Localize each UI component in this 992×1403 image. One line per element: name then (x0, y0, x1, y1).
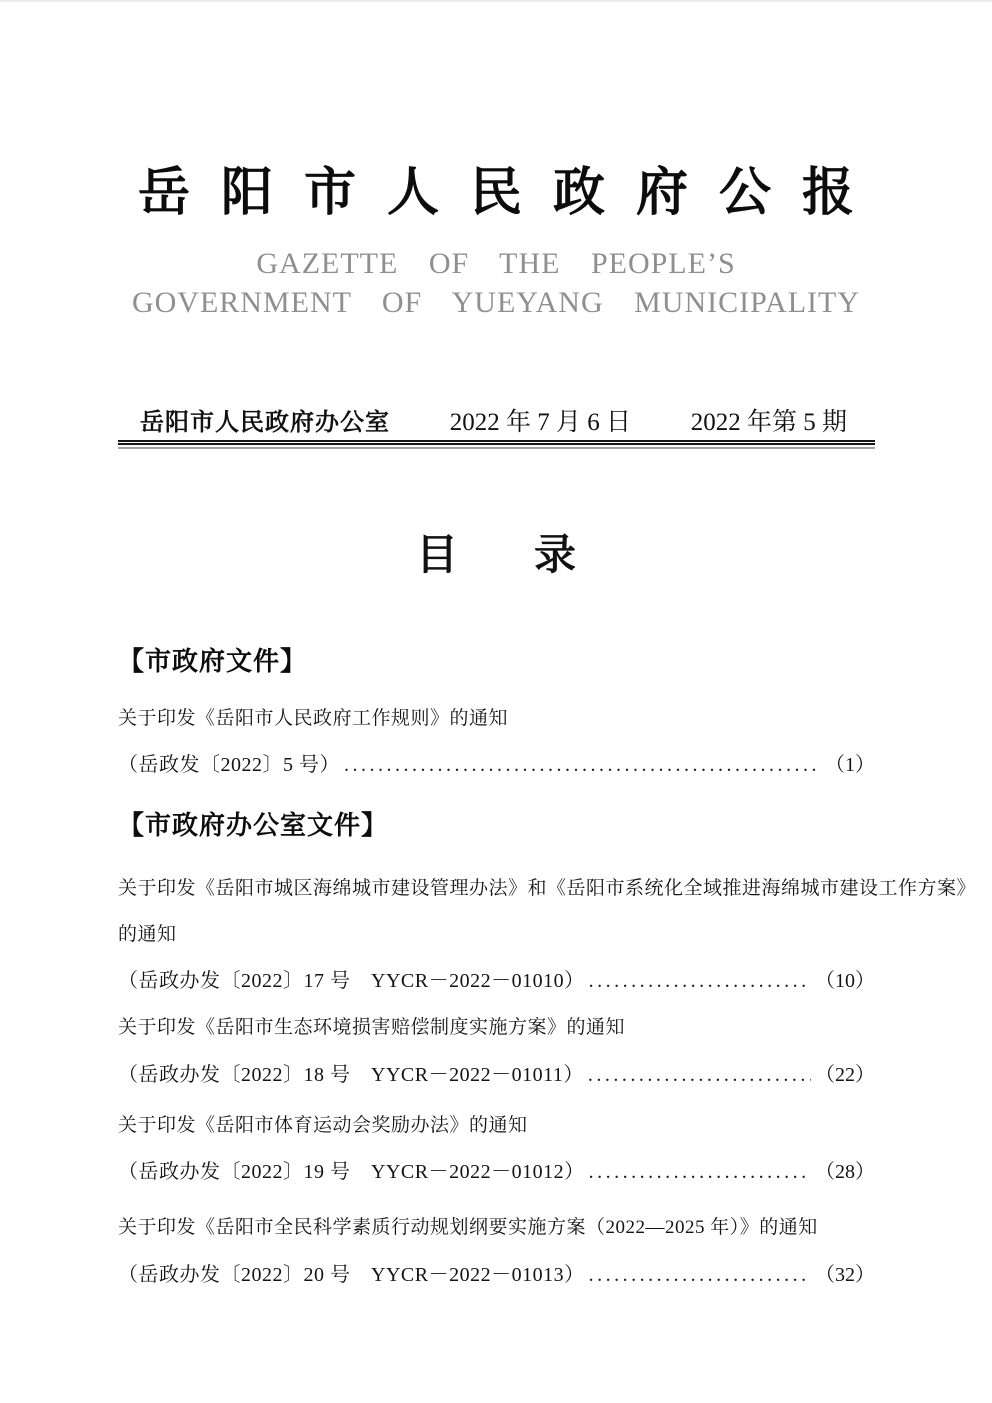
toc-entry-number-line (118, 1258, 875, 1287)
page-number: （28） (815, 1161, 875, 1183)
toc-entry-title-continued: 的通知 (118, 924, 177, 945)
masthead-divider-rule (118, 440, 875, 449)
rule-gray-shadow (118, 447, 875, 449)
leader-dots (589, 1264, 811, 1287)
page-top-divider (0, 0, 992, 2)
page-number: （22） (815, 1064, 875, 1086)
section-heading-gov-office-docs: 【市政府办公室文件】 (118, 810, 389, 840)
publishing-office: 岳阳市人民政府办公室 (140, 409, 390, 436)
toc-entry-title: 关于印发《岳阳市人民政府工作规则》的通知 (118, 708, 509, 729)
doc-number: （岳政办发〔2022〕19 号 YYCR－2022－01012） (118, 1161, 585, 1183)
toc-entry-number-line (118, 1058, 875, 1087)
leader-dots (344, 754, 821, 777)
page-number: （1） (825, 754, 875, 776)
section-heading-city-gov-docs: 【市政府文件】 (118, 646, 308, 676)
toc-entry-title: 关于印发《岳阳市生态环境损害赔偿制度实施方案》的通知 (118, 1017, 626, 1038)
issue-number: 2022 年第 5 期 (690, 409, 847, 436)
toc-entry-title: 关于印发《岳阳市全民科学素质行动规划纲要实施方案（2022—2025 年）》的通知 (118, 1217, 818, 1238)
rule-black-bottom (118, 443, 875, 445)
toc-entry-number-line (118, 964, 875, 993)
publication-date: 2022 年 7 月 6 日 (449, 409, 631, 436)
doc-number: （岳政办发〔2022〕20 号 YYCR－2022－01013） (118, 1264, 585, 1286)
doc-number: （岳政办发〔2022〕17 号 YYCR－2022－01010） (118, 970, 585, 992)
page-number: （32） (815, 1264, 875, 1286)
rule-black-top (118, 440, 875, 442)
gazette-subtitle-en-line1: GAZETTE OF THE PEOPLE’S (256, 247, 736, 280)
toc-entry-number-line (118, 1155, 875, 1184)
doc-number: （岳政发〔2022〕5 号） (118, 754, 340, 776)
gazette-title-cn: 岳阳市人民政府公报 (137, 165, 885, 222)
toc-entry-title: 关于印发《岳阳市城区海绵城市建设管理办法》和《岳阳市系统化全域推进海绵城市建设工作方案》 (118, 878, 977, 899)
toc-entry-title: 关于印发《岳阳市体育运动会奖励办法》的通知 (118, 1115, 528, 1136)
toc-entry-number-line (118, 748, 875, 777)
page-number: （10） (815, 970, 875, 992)
masthead-row (118, 402, 875, 438)
toc-title: 目 录 (415, 533, 593, 579)
doc-number: （岳政办发〔2022〕18 号 YYCR－2022－01011） (118, 1064, 584, 1086)
gazette-subtitle-en-line2: GOVERNMENT OF YUEYANG MUNICIPALITY (131, 286, 861, 319)
leader-dots (589, 970, 811, 993)
leader-dots (589, 1161, 811, 1184)
leader-dots (588, 1064, 811, 1087)
